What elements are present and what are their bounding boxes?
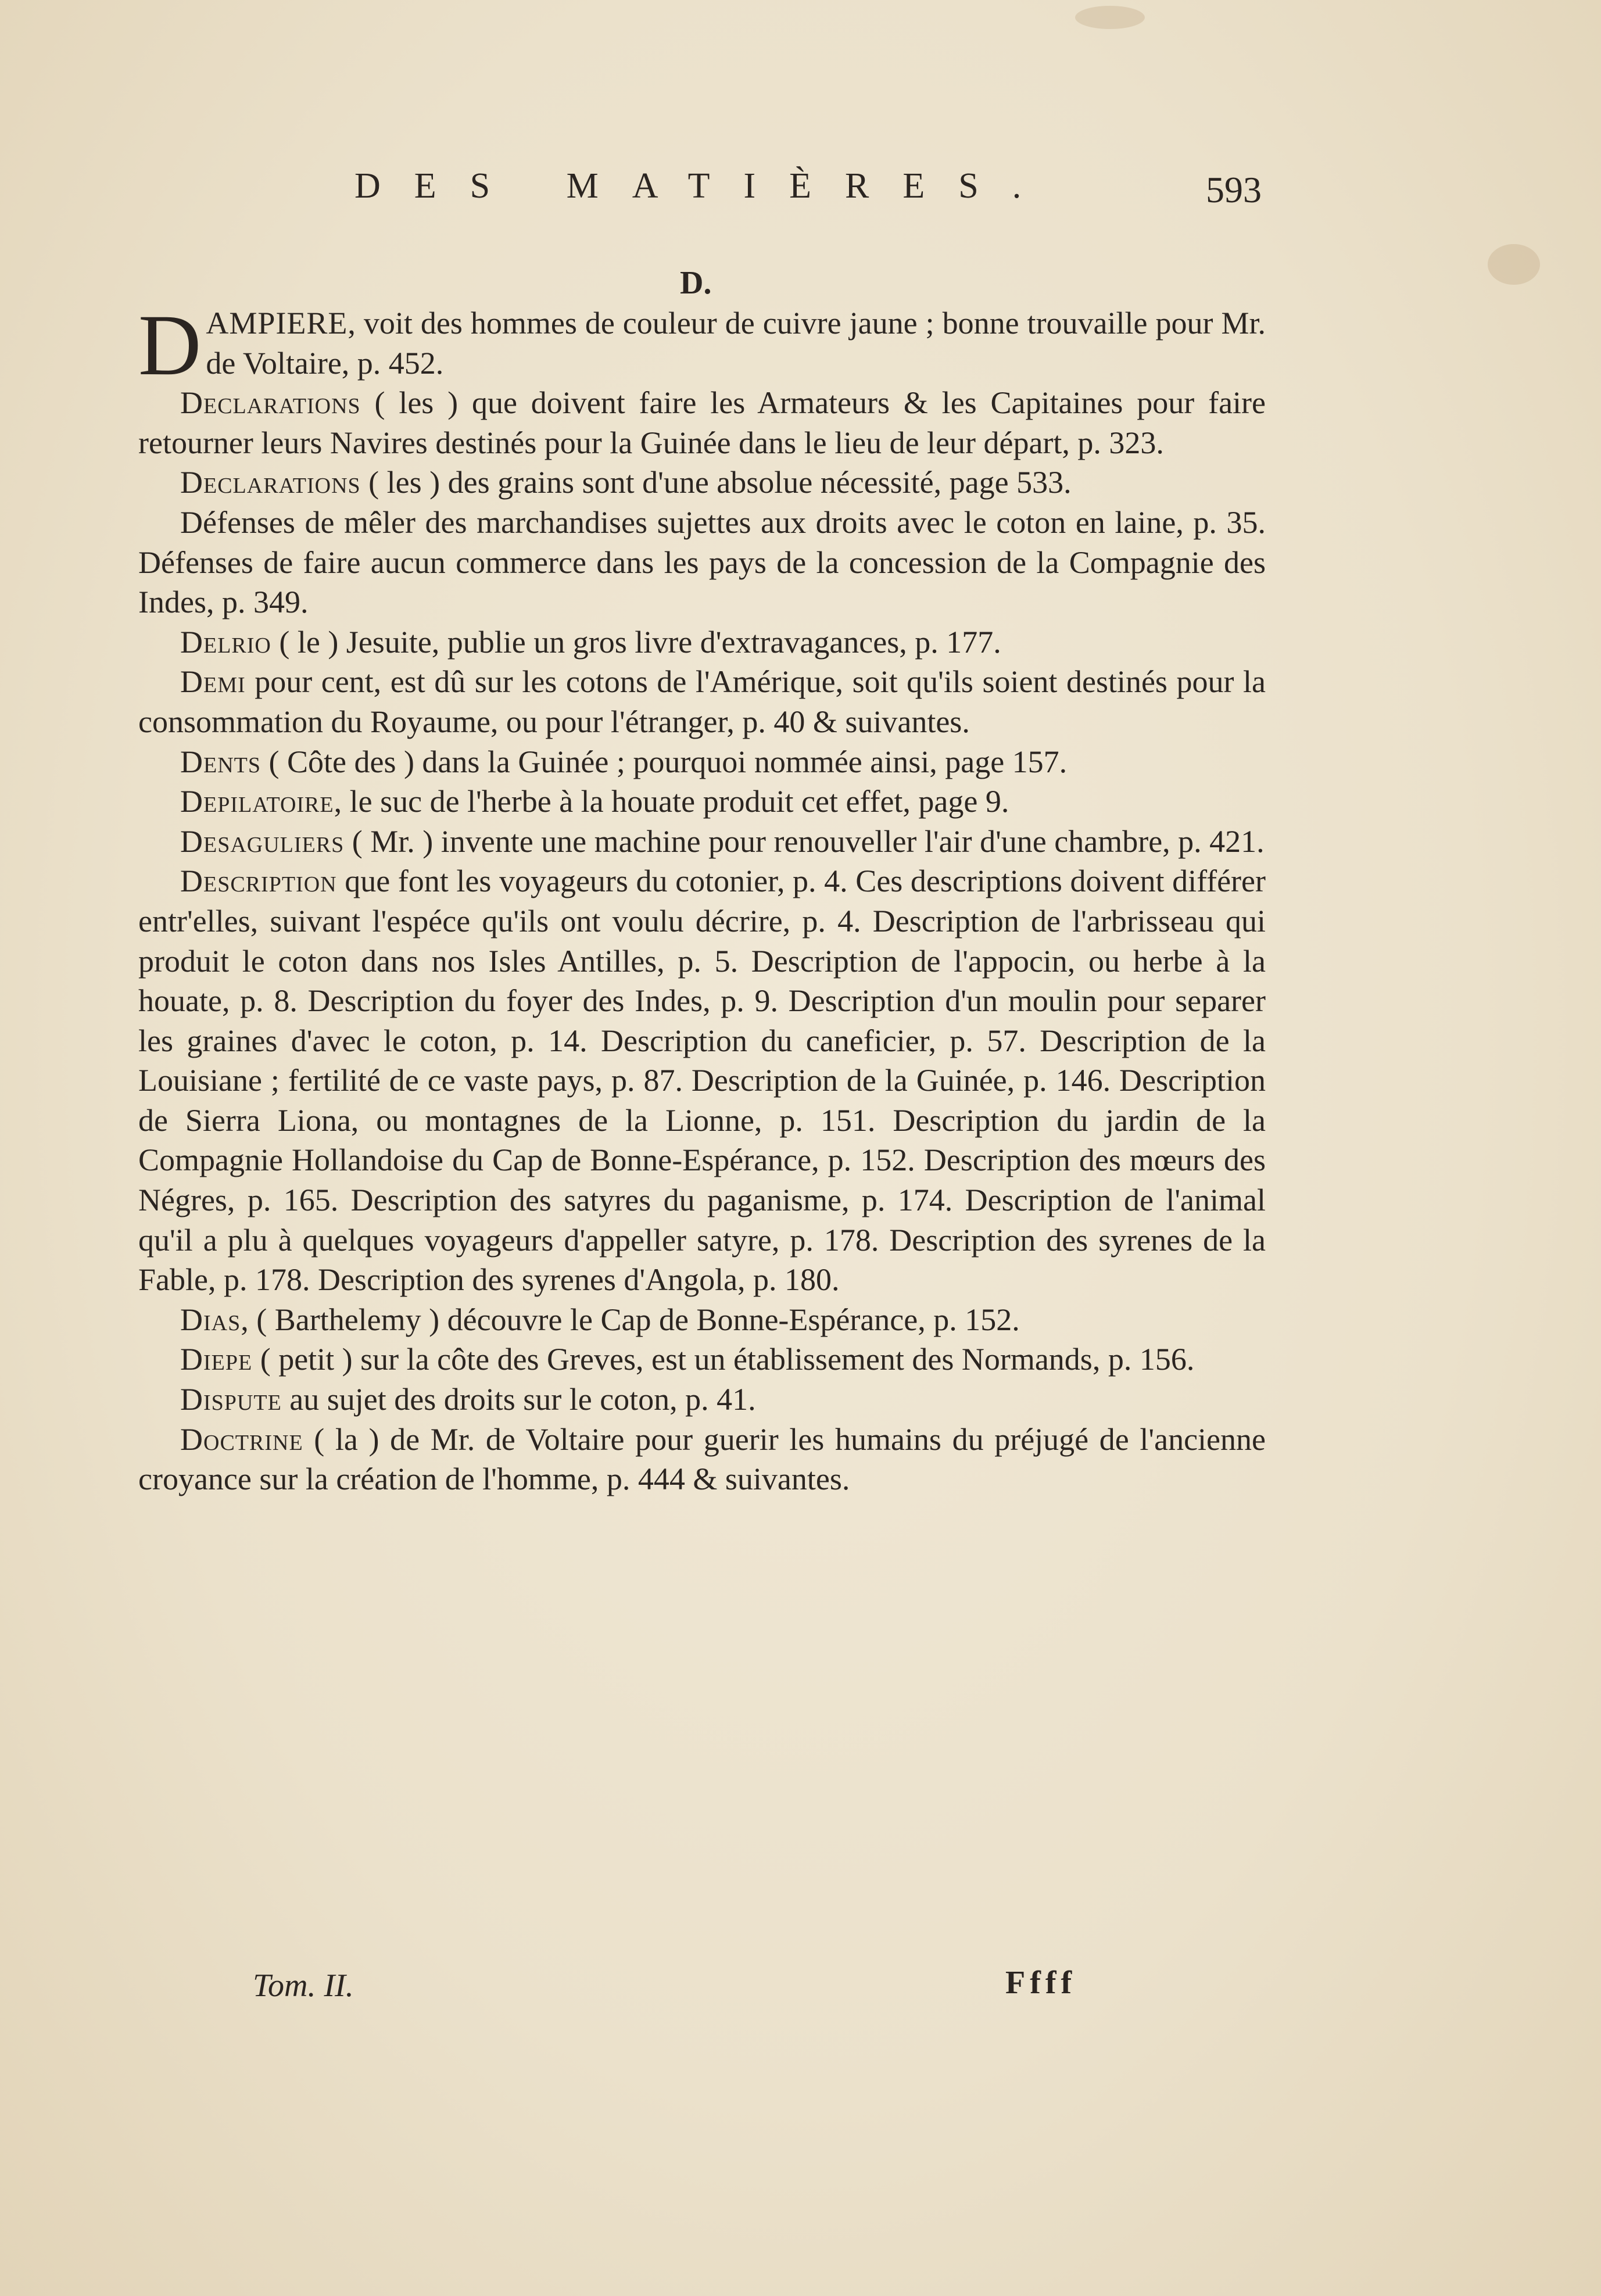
entry-text: , le suc de l'herbe à la houate produit cet effet, page 9. bbox=[334, 784, 1009, 819]
entry-text: pour cent, est dû sur les cotons de l'Amérique, soit qu'ils soient destinés pour la consommation du Royaume, ou pour l'étranger, p. 40 & suivantes. bbox=[138, 664, 1266, 739]
entry-text: ( le ) Jesuite, publie un gros livre d'extravagances, p. 177. bbox=[271, 624, 1001, 660]
entry-text: , ( Barthelemy ) découvre le Cap de Bonne-Espérance, p. 152. bbox=[241, 1302, 1020, 1337]
entry-text: Défenses de mêler des marchandises sujettes aux droits avec le coton en laine, p. 35. Défenses de faire aucun commerce dans les pays de la concession de la Compagnie des Indes, p. 349. bbox=[138, 504, 1266, 620]
page-number: 593 bbox=[1206, 169, 1262, 210]
entry-text: que font les voyageurs du cotonier, p. 4. Ces descriptions doivent différer entr'elles, suivant l'espéce qu'ils ont voulu décrire, p. 4. Description de l'arbrisseau qui produit le coton dans nos Isles Antilles, p. 5. Description de l'appocin, ou herbe à la houate, p. 8. Description du foyer des Indes, p. 9. Description d'un moulin pour separer les graines d'avec le coton, p. 14. Description du caneficier, p. 57. Description de la Louisiane ; fertilité de ce vaste pays, p. 87. Description de la Guinée, p. 146. Description de Sierra Liona, ou montagnes de la Lionne, p. 151. Description du jardin de la Compagnie Hollandoise du Cap de Bonne-Espérance, p. 152. Description des mœurs des Négres, p. 165. Description des satyres du paganisme, p. 174. Description de l'animal qu'il a plu à quelques voyageurs d'appeller satyre, p. 178. Description des syrenes de la Fable, p. 178. Description des syrenes d'Angola, p. 180. bbox=[138, 864, 1266, 1298]
index-entry bbox=[138, 297, 1266, 393]
entry-text: , voit des hommes de couleur de cuivre jaune ; bonne trouvaille pour Mr. de Voltaire, p. 452. bbox=[206, 306, 1266, 381]
index-entry bbox=[138, 1300, 1266, 1340]
entry-headword: Demi bbox=[180, 664, 246, 700]
index-entry bbox=[138, 1420, 1266, 1499]
signature-mark: Ffff bbox=[1005, 1965, 1077, 2001]
volume-label: Tom. II. bbox=[253, 1968, 354, 2004]
entry-headword: Dias bbox=[180, 1302, 241, 1337]
index-entry bbox=[138, 782, 1266, 822]
index-entry bbox=[138, 1339, 1266, 1380]
index-entry bbox=[138, 742, 1266, 782]
paper-stain bbox=[1488, 244, 1540, 285]
paper-stain bbox=[1075, 6, 1145, 29]
entry-text: ( Côte des ) dans la Guinée ; pourquoi nommée ainsi, page 157. bbox=[261, 744, 1068, 779]
entry-headword: Declarations bbox=[180, 465, 361, 500]
entry-headword: Delrio bbox=[180, 624, 271, 660]
entry-headword: Doctrine bbox=[180, 1421, 303, 1457]
index-entry bbox=[138, 861, 1266, 1300]
running-head: DES MATIÈRES. bbox=[354, 166, 1055, 206]
drop-cap: D bbox=[138, 297, 202, 393]
index-entry bbox=[138, 622, 1266, 662]
entry-text: ( les ) que doivent faire les Armateurs & les Capitaines pour faire retourner leurs Navires destinés pour la Guinée dans le lieu de leur départ, p. 323. bbox=[138, 385, 1266, 460]
entry-headword: AMPIERE bbox=[206, 306, 348, 341]
entry-text: ( les ) des grains sont d'une absolue nécessité, page 533. bbox=[360, 465, 1072, 500]
entry-headword: Diepe bbox=[180, 1342, 253, 1377]
entry-text: ( la ) de Mr. de Voltaire pour guerir les humains du préjugé de l'ancienne croyance sur la création de l'homme, p. 444 & suivantes. bbox=[138, 1421, 1266, 1497]
index-entry bbox=[138, 463, 1266, 503]
index-entry bbox=[138, 662, 1266, 742]
index-entry bbox=[138, 1380, 1266, 1420]
entry-headword: Dispute bbox=[180, 1382, 282, 1417]
entry-headword: Declarations bbox=[180, 385, 361, 421]
entry-headword: Desaguliers bbox=[180, 823, 345, 859]
index-entry bbox=[138, 822, 1266, 862]
index-entry bbox=[138, 503, 1266, 622]
entry-headword: Dents bbox=[180, 744, 261, 779]
entry-text: ( petit ) sur la côte des Greves, est un établissement des Normands, p. 156. bbox=[252, 1342, 1195, 1377]
entry-headword: Description bbox=[180, 864, 337, 899]
section-letter: D. bbox=[680, 265, 712, 301]
index-text bbox=[138, 297, 1266, 1499]
entry-text: ( Mr. ) invente une machine pour renouveller l'air d'une chambre, p. 421. bbox=[344, 823, 1265, 859]
entry-headword: Depilatoire bbox=[180, 784, 334, 819]
index-entry bbox=[138, 383, 1266, 463]
entry-text: au sujet des droits sur le coton, p. 41. bbox=[281, 1382, 756, 1417]
